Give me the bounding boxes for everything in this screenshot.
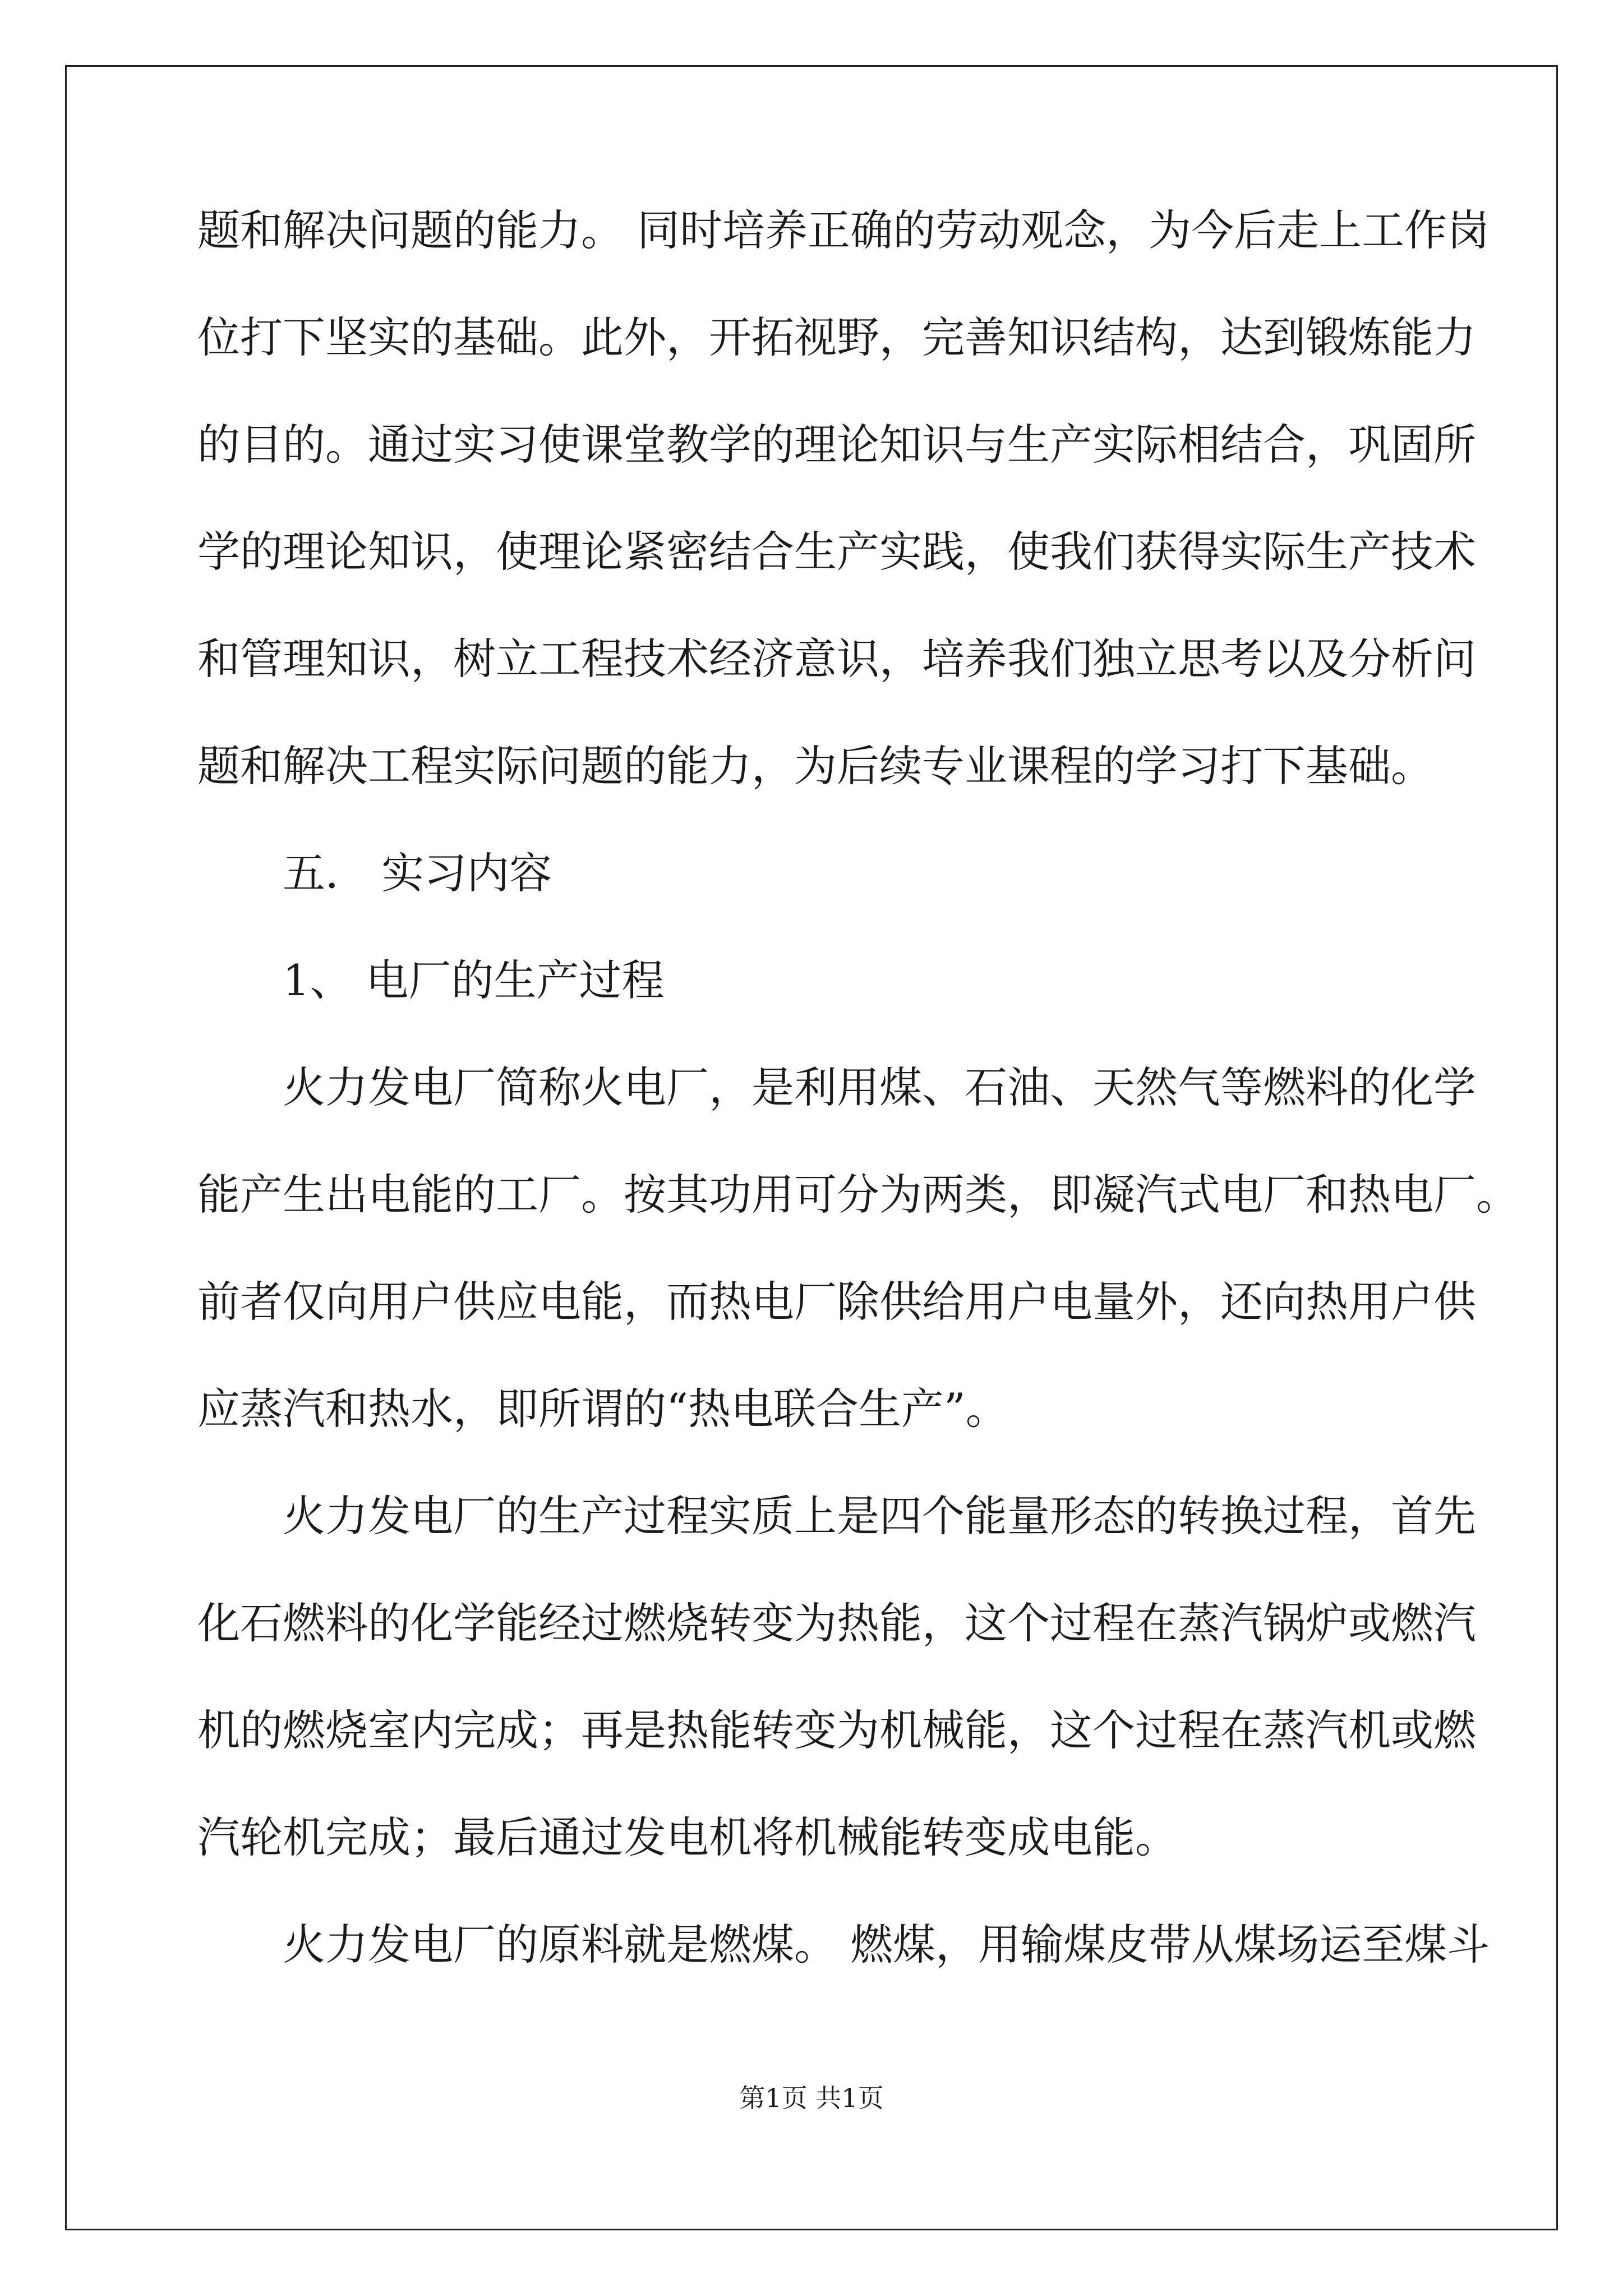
text-line: 火力发电厂简称火电厂，是利用煤、石油、天然气等燃料的化学 (283, 1062, 1476, 1112)
text-line: 五． 实习内容 (283, 848, 552, 898)
text-line: 前者仅向用户供应电能，而热电厂除供给用户电量外，还向热用户供 (197, 1277, 1476, 1327)
page-number-footer: 第1页 共1页 (739, 2083, 884, 2113)
text-line: 题和解决问题的能力。 同时培养正确的劳动观念，为今后走上工作岗 (197, 205, 1490, 255)
text-line: 火力发电厂的原料就是燃煤。 燃煤，用输煤皮带从煤场运至煤斗 (283, 1920, 1490, 1970)
text-line: 题和解决工程实际问题的能力，为后续专业课程的学习打下基础。 (197, 741, 1433, 791)
text-line: 位打下坚实的基础。此外，开拓视野，完善知识结构，达到锻炼能力 (197, 312, 1476, 362)
text-line: 1、 电厂的生产过程 (283, 955, 665, 1005)
text-line: 化石燃料的化学能经过燃烧转变为热能，这个过程在蒸汽锅炉或燃汽 (197, 1598, 1476, 1648)
text-line: 火力发电厂的生产过程实质上是四个能量形态的转换过程，首先 (283, 1491, 1476, 1541)
text-line: 和管理知识，树立工程技术经济意识，培养我们独立思考以及分析问 (197, 634, 1476, 684)
text-line: 汽轮机完成；最后通过发电机将机械能转变成电能。 (197, 1812, 1178, 1862)
text-line: 学的理论知识，使理论紧密结合生产实践，使我们获得实际生产技术 (197, 527, 1476, 577)
document-body (197, 204, 1519, 2025)
text-line: 能产生出电能的工厂。按其功用可分为两类，即凝汽式电厂和热电厂。 (197, 1170, 1519, 1220)
text-line: 机的燃烧室内完成；再是热能转变为机械能，这个过程在蒸汽机或燃 (197, 1705, 1476, 1755)
text-line: 应蒸汽和热水，即所谓的“热电联合生产”。 (197, 1384, 1008, 1434)
text-line: 的目的。通过实习使课堂教学的理论知识与生产实际相结合，巩固所 (197, 420, 1476, 470)
